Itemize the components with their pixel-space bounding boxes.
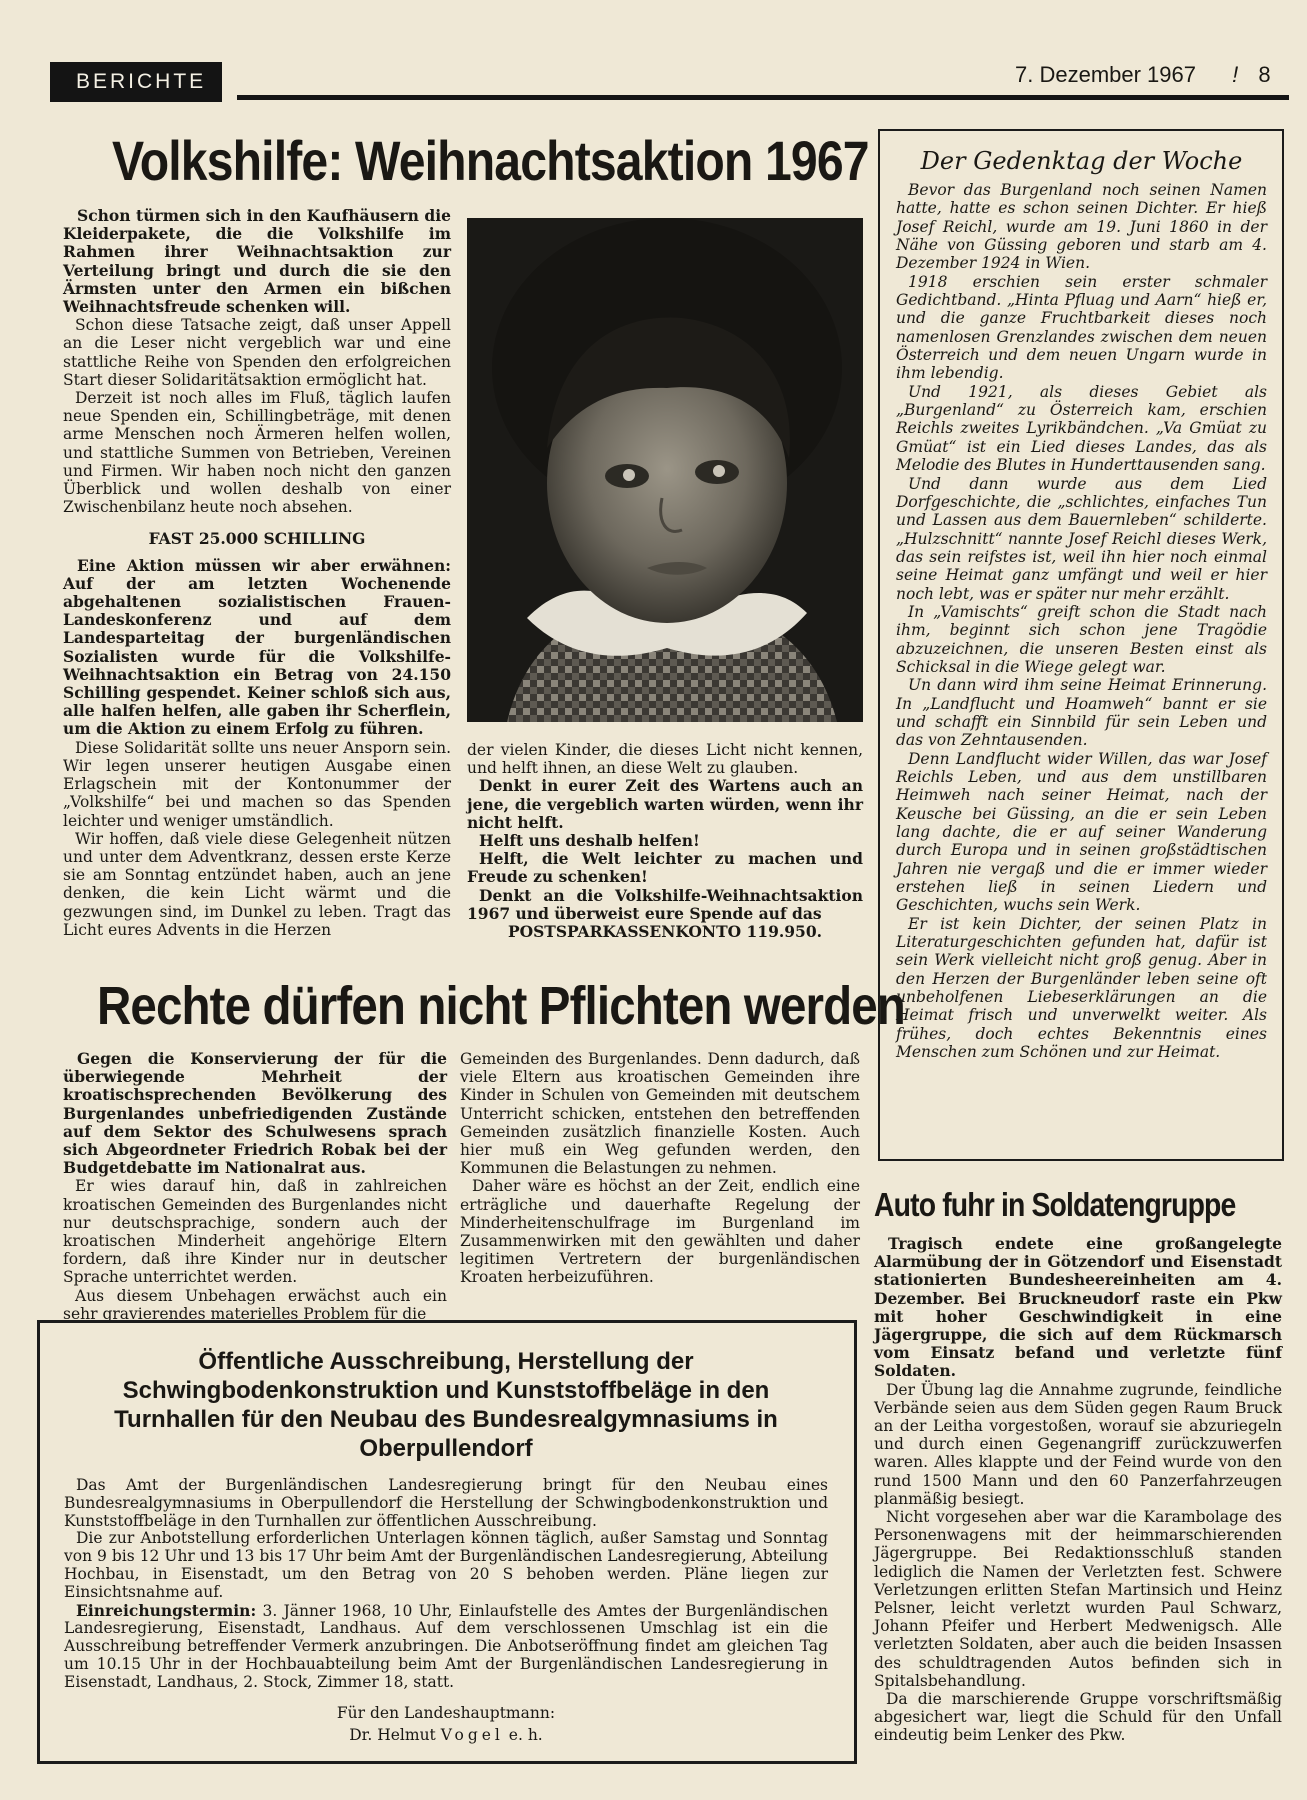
article-paragraph: Gemeinden des Burgenlandes. Denn dadurch, daß viele Eltern aus kroatischen Gemeinden ihre Kinder in Schulen von Gemeinden mit deutschem Unterricht schicken, entstehen den betreffenden Gemeinden zusätzlich finanzielle Kosten. Auch hier muß ein Weg gefunden werden, den Kommunen die Belastungen zu nehmen. [460, 1050, 860, 1178]
article-rechte-col1 [63, 1050, 447, 1323]
article-paragraph: Eine Aktion müssen wir aber erwähnen: Auf der am letzten Wochenende abgehaltenen sozialistischen Frauen-Landeskonferenz und auf dem Landesparteitag der burgenländischen Sozialisten wurde für die Volkshilfe-Weihnachtsaktion ein Betrag von 24.150 Schilling gespendet. Keiner schloß sich aus, alle halfen helfen, alle gaben ihr Scherflein, um die Aktion zu einem Erfolg zu führen. [63, 555, 451, 739]
article-paragraph: Schon diese Tatsache zeigt, daß unser Appell an die Leser nicht vergeblich war und eine stattliche Reihe von Spenden den erfolgreichen Start dieser Solidaritätsaktion ermöglicht hat. [63, 316, 451, 389]
signature-suffix: e. h. [503, 1725, 543, 1744]
article-subhead: FAST 25.000 SCHILLING [148, 529, 366, 549]
article-appeal: Helft uns deshalb helfen! [479, 831, 700, 851]
article-appeal: Denkt an die Volkshilfe-Weihnachtsaktion 1967 und überweist eure Spende auf das [467, 885, 863, 923]
gedenktag-paragraph: Und 1921, als dieses Gebiet als „Burgenland“ zu Österreich kam, erschien Reichls zweites Lyrikbändchen. „Va Gmüat zu Gmüat“ ist ein Lied dieses Landes, das als Melodie des Blutes in Hunderttausenden sang. [896, 382, 1267, 475]
article-auto [874, 1235, 1282, 1745]
header-rule [237, 95, 1289, 100]
article-paragraph: Wir hoffen, daß viele diese Gelegenheit nützen und unter dem Adventkranz, dessen erste Kerze sie am Sonntag entzündet haben, auch an jene denken, die kein Licht wärmt und die gezwungen sind, im Dunkel zu leben. Tragt das Licht eures Advents in die Herzen [63, 829, 451, 939]
gedenktag-title: Der Gedenktag der Woche [920, 147, 1243, 175]
article-paragraph: Der Übung lag die Annahme zugrunde, feindliche Verbände seien aus dem Süden gegen Raum Bruck an der Leitha vorgestoßen, worauf sie abzuriegeln und durch einen Gegenangriff zurückzuwerfen waren. Alles klappte und der Feind wurde von den rund 1500 Mann und den 60 Panzerfahrzeugen planmäßig besiegt. [874, 1380, 1282, 1508]
article-lead: Gegen die Konservierung der für die überwiegende Mehrheit der kroatischsprechenden Bevölkerung des Burgenlandes unbefriedigenden Zustände auf dem Sektor des Schulwesens sprach sich Abgeordneter Friedrich Robak bei der Budgetdebatte im Nationalrat aus. [63, 1049, 447, 1178]
page-mark: ! [1232, 62, 1239, 87]
article-appeal: Helft, die Welt leichter zu machen und Freude zu schenken! [467, 849, 863, 887]
gedenktag-paragraph: Un dann wird ihm seine Heimat Erinnerung. In „Landflucht und Hoamweh“ bannt er sie und schafft ein Sinnbild für sein Leben und das von Zehntausenden. [896, 676, 1267, 750]
article-volkshilfe-col1 [63, 207, 451, 939]
tender-title: Öffentliche Ausschreibung, Herstellung der Schwingbodenkonstruktion und Kunststoffbeläge in den Turnhallen für den Neubau des Bundesrealgymnasiums in Oberpullendorf [114, 1348, 778, 1462]
gedenktag-paragraph: Er ist kein Dichter, der seinen Platz in Literaturgeschichten gefunden hat, dafür ist sein Werk vielleicht nicht groß genug. Aber in den Herzen der Burgenländer leben seine oft unbeholfenen Liebeserklärungen an die Heimat frisch und unverwelkt weiter. Als frühes, doch echtes Bekenntnis eines Menschen zum Schönen und zur Heimat. [896, 914, 1267, 1062]
gedenktag-box [878, 129, 1284, 1161]
signature-name: Vogel [440, 1725, 504, 1744]
child-photo-image [467, 218, 863, 722]
issue-date: 7. Dezember 1967 [1015, 62, 1196, 87]
article-volkshilfe-col2 [467, 741, 863, 941]
gedenktag-paragraph: Bevor das Burgenland noch seinen Namen hatte, hatte es schon seinen Dichter. Er hieß Josef Reichl, wurde am 19. Juni 1860 in der Nähe von Güssing geboren und starb am 4. Dezember 1924 in Wien. [896, 181, 1267, 273]
gedenktag-paragraph: Und dann wurde aus dem Lied Dorfgeschichte, die „schlichtes, einfaches Tun und Lassen aus dem Bauernleben“ schilderte. „Hulzschnitt“ nannte Josef Reichl dieses Werk, das sein reifstes ist, weil ihn hier noch einmal seine Heimat ganz umfängt und weil er hier noch lebt, was er später nur mehr erzählt. [896, 474, 1267, 603]
tender-paragraph: Die zur Anbotstellung erforderlichen Unterlagen können täglich, außer Samstag und Sonntag von 9 bis 12 Uhr und 13 bis 17 Uhr beim Amt der Burgenländischen Landesregierung, Abteilung Hochbau, in Eisenstadt, um den Betrag von 20 S behoben werden. Pläne liegen zur Einsichtsnahme auf. [64, 1529, 828, 1601]
headline-auto: Auto fuhr in Soldatengruppe [874, 1186, 1236, 1223]
account-number: POSTSPARKASSENKONTO 119.950. [507, 922, 823, 942]
article-paragraph: Da die marschierende Gruppe vorschriftsmäßig abgesichert war, liegt die Schuld für den Unfall eindeutig beim Lenker des Pkw. [874, 1690, 1282, 1745]
tender-deadline-label: Einreichungstermin: [76, 1600, 257, 1620]
article-rechte-col2 [460, 1050, 860, 1287]
tender-deadline-text: 3. Jänner 1968, 10 Uhr, Einlaufstelle des Amtes der Burgenländischen Landesregierung, Eisenstadt, Landhaus. Auf dem verschlossenen Umschlag ist ein die Ausschreibung betreffender Vermerk anzubringen. Die Anbotseröffnung findet am gleichen Tag um 10.15 Uhr in der Hochbauabteilung beim Amt der Burgenländischen Landesregierung in Eisenstadt, Landhaus, 2. Stock, Zimmer 18, statt. [64, 1601, 828, 1691]
tender-signature [64, 1702, 828, 1746]
page-number: 8 [1258, 62, 1271, 87]
gedenktag-paragraph: In „Vamischts“ greift schon die Stadt nach ihm, beginnt sich schon jene Tragödie abzuzeichnen, die unseren Besten einst als Schicksal in die Wiege gelegt war. [896, 602, 1267, 676]
signature-line-1: Für den Landeshauptmann: [336, 1703, 556, 1722]
headline-rechte: Rechte dürfen nicht Pflichten werden [97, 976, 905, 1036]
article-paragraph: Diese Solidarität sollte uns neuer Ansporn sein. Wir legen unserer heutigen Ausgabe einen Erlagschein mit der Kontonummer der „Volkshilfe“ bei und machen so das Spenden leichter und weniger umständlich. [63, 738, 451, 830]
section-tag: BERICHTE [50, 62, 222, 102]
article-paragraph: Derzeit ist noch alles im Fluß, täglich laufen neue Spenden ein, Schillingbeträge, mit denen arme Menschen noch Ärmeren helfen wollen, und stattliche Summen von Betrieben, Vereinen und Firmen. Wir haben noch nicht den ganzen Überblick und wollen deshalb von einer Zwischenbilanz heute noch absehen. [63, 389, 451, 517]
article-paragraph: Daher wäre es höchst an der Zeit, endlich eine erträgliche und dauerhafte Regelung der Minderheitenschulfrage im Burgenland im Zusammenwirken mit den gewählten und daher legitimen Vertretern der burgenländischen Kroaten herbeizuführen. [460, 1177, 860, 1287]
signature-prefix: Dr. Helmut [349, 1725, 441, 1744]
tender-text [64, 1477, 828, 1746]
public-tender-box [37, 1320, 857, 1764]
headline-volkshilfe: Volkshilfe: Weihnachtsaktion 1967 [112, 129, 869, 192]
article-lead: Tragisch endete eine großangelegte Alarmübung der in Götzendorf und Eisenstadt stationierten Bundesheereinheiten am 4. Dezember. Bei Bruckneudorf raste ein Pkw mit hoher Geschwindigkeit in eine Jägergruppe, die sich auf dem Rückmarsch vom Einsatz befand und verletzte fünf Soldaten. [874, 1234, 1282, 1381]
issue-date-line [1015, 62, 1285, 88]
gedenktag-paragraph: 1918 erschien sein erster schmaler Gedichtband. „Hinta Pfluag und Aarn“ hieß er, und die ganze Fruchtbarkeit dieses noch namenlosen Grenzlandes zwischen dem neuen Österreich und dem neuen Ungarn wurde in ihm lebendig. [896, 272, 1267, 383]
article-lead: Schon türmen sich in den Kaufhäusern die Kleiderpakete, die die Volkshilfe im Rahmen ihrer Weihnachtsaktion zur Verteilung bringt und durch die sie den Ärmsten unter den Armen ein bißchen Weihnachtsfreude schenken will. [63, 206, 451, 317]
article-paragraph: der vielen Kinder, die dieses Licht nicht kennen, und helft ihnen, an diese Welt zu glauben. [467, 741, 863, 778]
gedenktag-text [896, 181, 1267, 1062]
article-appeal: Denkt in eurer Zeit des Wartens auch an jene, die vergeblich warten würden, wenn ihr nicht helft. [467, 776, 863, 832]
child-photo [467, 218, 863, 722]
article-paragraph: Nicht vorgesehen aber war die Karambolage des Personenwagens mit der heimmarschierenden Jägergruppe. Bei Redaktionsschluß standen lediglich die Namen der Verletzten fest. Schwere Verletzungen erlitten Stefan Martinsich und Heinz Pelsner, leicht verletzt wurden Paul Schwarz, Johann Pfeifer und Herbert Medwenigsch. Alle verletzten Soldaten, aber auch die beiden Insassen des schuldtragenden Autos befinden sich in Spitalsbehandlung. [874, 1508, 1282, 1690]
article-paragraph: Er wies darauf hin, daß in zahlreichen kroatischen Gemeinden des Burgenlandes nicht nur deutschsprachige, sondern auch der kroatischen Minderheit angehörige Eltern fordern, daß ihre Kinder nur in deutscher Sprache unterrichtet werden. [63, 1177, 447, 1287]
tender-paragraph: Das Amt der Burgenländischen Landesregierung bringt für den Neubau eines Bundesrealgymnasiums in Oberpullendorf die Herstellung der Schwingbodenkonstruktion und Kunststoffbeläge in den Turnhallen zur öffentlichen Ausschreibung. [64, 1476, 828, 1530]
article-paragraph: Aus diesem Unbehagen erwächst auch ein sehr gravierendes materielles Problem für die [63, 1286, 447, 1323]
gedenktag-paragraph: Denn Landflucht wider Willen, das war Josef Reichls Leben, und aus dem unstillbaren Heimweh nach seiner Heimat, nach der Keusche bei Güssing, an die er sein Leben lang dachte, die er auf seiner Wanderung durch Europa und in seinen großstädtischen Jahren nie vergaß und die er immer wieder erstehen ließ in seinen Liedern und Geschichten, wuchs sein Werk. [896, 749, 1267, 915]
tender-paragraph [64, 1602, 828, 1692]
